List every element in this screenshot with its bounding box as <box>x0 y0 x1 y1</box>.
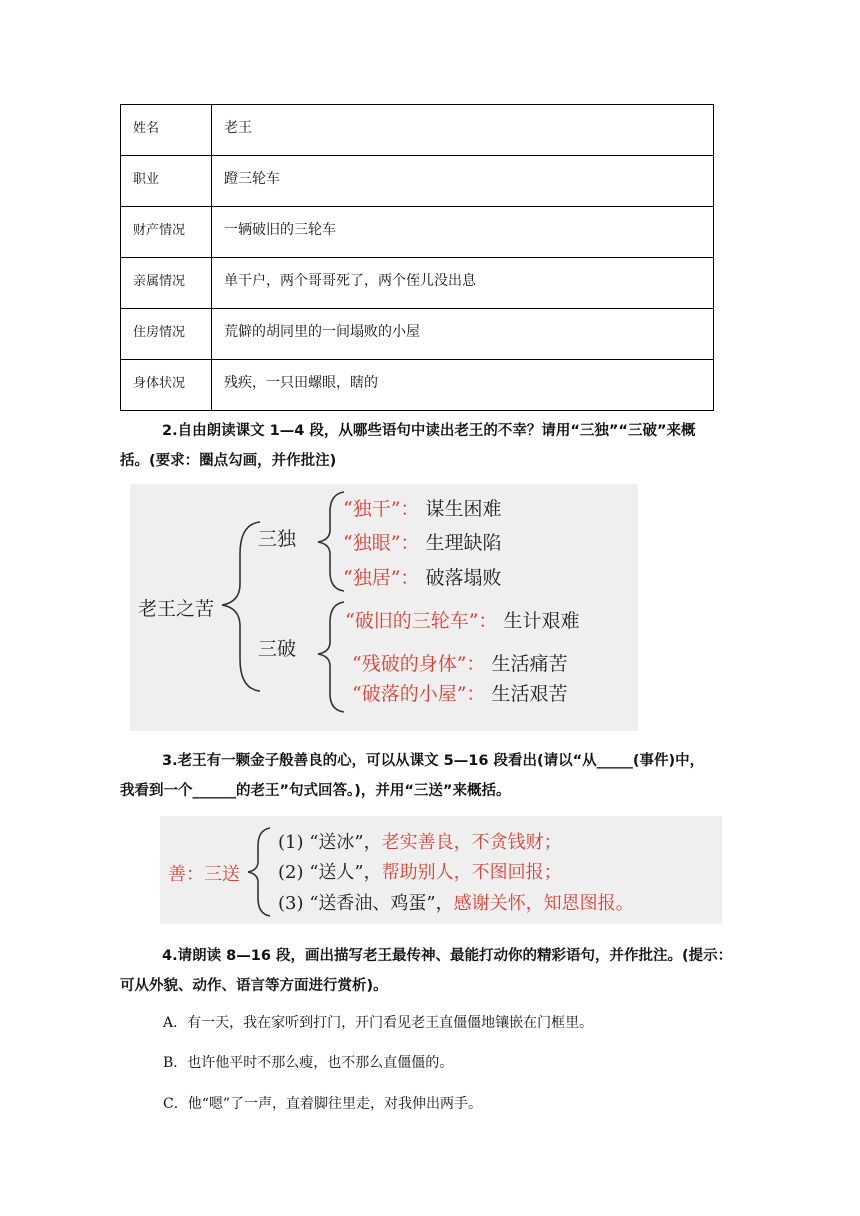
table-row <box>121 309 714 360</box>
diagram-item <box>345 606 580 633</box>
question-2-line2: 括。(要求：圈点勾画，并作批注) <box>120 453 337 469</box>
item-quote: “独居”： <box>343 567 420 589</box>
diagram-item <box>343 563 502 590</box>
row-label: 住房情况 <box>121 309 212 360</box>
row-value: 老王 <box>212 105 714 156</box>
diagram-item <box>278 828 562 854</box>
diagram-item <box>343 528 502 555</box>
item-number: (2) <box>278 862 304 883</box>
row-label: 财产情况 <box>121 207 212 258</box>
item-desc: 生计艰难 <box>503 610 580 632</box>
table-row <box>121 258 714 309</box>
item-desc: 老实善良，不贪钱财； <box>381 832 562 853</box>
diagram-item <box>343 494 502 521</box>
option-a: A．有一天，我在家听到打门，开门看见老王直僵僵地镶嵌在门框里。 <box>163 1015 594 1031</box>
row-label: 姓名 <box>121 105 212 156</box>
row-label: 亲属情况 <box>121 258 212 309</box>
row-label: 职业 <box>121 156 212 207</box>
kindness-diagram <box>160 816 722 924</box>
table-row <box>121 207 714 258</box>
diagram-item <box>352 649 568 676</box>
item-quote: “独眼”： <box>343 532 420 554</box>
item-quote: “送人”， <box>309 862 382 883</box>
item-quote: “残破的身体”： <box>352 653 486 675</box>
row-value: 单干户，两个哥哥死了，两个侄儿没出息 <box>212 258 714 309</box>
item-desc: 破落塌败 <box>425 567 502 589</box>
row-value: 残疾，一只田螺眼，瞎的 <box>212 360 714 411</box>
row-value: 荒僻的胡同里的一间塌败的小屋 <box>212 309 714 360</box>
item-quote: “破旧的三轮车”： <box>345 610 498 632</box>
diagram-root: 善：三送 <box>168 864 240 885</box>
row-value: 蹬三轮车 <box>212 156 714 207</box>
item-number: (1) <box>278 832 304 853</box>
item-number: (3) <box>278 893 304 914</box>
item-quote: “独干”： <box>343 498 420 520</box>
table-row <box>121 105 714 156</box>
question-4-line1: 4.请朗读 8—16 段，画出描写老王最传神、最能打动你的精彩语句，并作批注。(提示： <box>162 948 733 964</box>
item-desc: 感谢关怀，知恩图报。 <box>453 893 634 914</box>
option-c: C．他“嗯”了一声，直着脚往里走，对我伸出两手。 <box>163 1096 483 1112</box>
diagram-root: 老王之苦 <box>138 598 215 620</box>
table-row <box>121 360 714 411</box>
question-3-line1: 3.老王有一颗金子般善良的心，可以从课文 5—16 段看出(请以“从_____(事件)中， <box>162 753 705 769</box>
group-label: 三破 <box>258 638 297 660</box>
item-quote: “送香油、鸡蛋”， <box>309 893 454 914</box>
item-desc: 生理缺陷 <box>425 532 502 554</box>
group-label: 三独 <box>258 528 297 550</box>
suffering-diagram <box>130 484 638 731</box>
diagram-item <box>352 679 568 706</box>
question-4-line2: 可从外貌、动作、语言等方面进行赏析)。 <box>120 978 388 994</box>
table-row <box>121 156 714 207</box>
item-desc: 生活艰苦 <box>491 683 568 705</box>
row-label: 身体状况 <box>121 360 212 411</box>
option-b: B．也许他平时不那么瘦，也不那么直僵僵的。 <box>163 1055 454 1071</box>
item-quote: “送冰”， <box>309 832 382 853</box>
diagram-item <box>278 889 634 915</box>
question-3 <box>120 746 745 806</box>
question-2 <box>120 416 745 476</box>
row-value: 一辆破旧的三轮车 <box>212 207 714 258</box>
item-desc: 帮助别人，不图回报； <box>381 862 562 883</box>
info-table <box>120 104 714 411</box>
item-desc: 生活痛苦 <box>491 653 568 675</box>
question-2-line1: 2.自由朗读课文 1—4 段，从哪些语句中读出老王的不幸？请用“三独”“三破”来概 <box>162 423 696 439</box>
item-quote: “破落的小屋”： <box>352 683 486 705</box>
diagram-item <box>278 858 562 884</box>
item-desc: 谋生困难 <box>425 498 502 520</box>
question-3-line2: 我看到一个______的老王”句式回答。)，并用“三送”来概括。 <box>120 783 511 799</box>
question-4 <box>120 941 745 1001</box>
